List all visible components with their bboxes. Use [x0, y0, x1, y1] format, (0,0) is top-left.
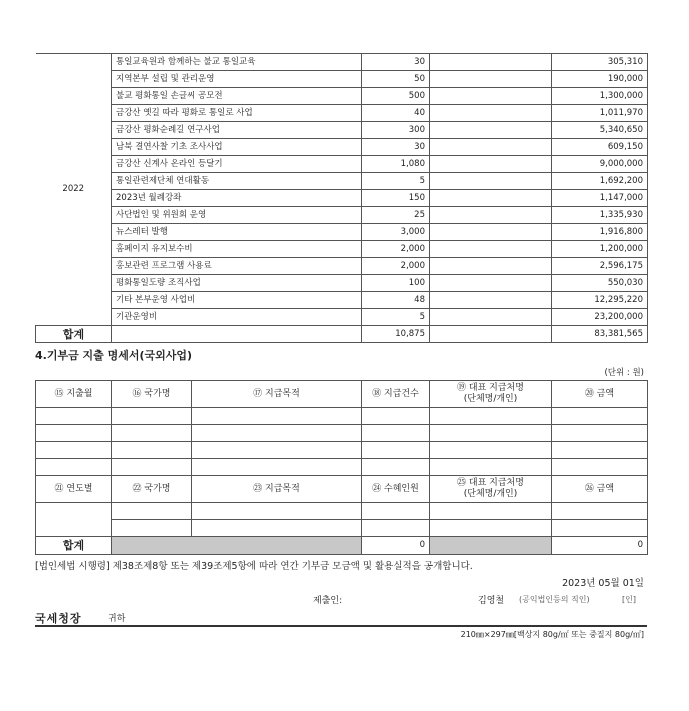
empty-row — [36, 503, 648, 520]
header-country-2: ㉒ 국가명 — [112, 476, 192, 503]
amount-cell: 9,000,000 — [552, 156, 648, 173]
empty-cell — [430, 54, 552, 71]
table-row — [36, 275, 648, 292]
donation-usage-table-body — [36, 54, 648, 326]
table-row — [36, 292, 648, 309]
amount-cell: 305,310 — [552, 54, 648, 71]
overseas-total-label: 합계 — [36, 537, 112, 555]
empty-cell — [430, 88, 552, 105]
paper-spec: 210㎜×297㎜[백상지 80g/㎡ 또는 중질지 80g/㎡] — [460, 630, 644, 639]
purpose-cell: 통일교육원과 함께하는 불교 통일교육 — [112, 54, 362, 71]
amount-cell: 609,150 — [552, 139, 648, 156]
total-amount: 83,381,565 — [552, 326, 648, 343]
table-row — [36, 309, 648, 326]
header-recipient-2-line2: (단체명/개인) — [463, 489, 518, 499]
count-cell: 5 — [362, 309, 430, 326]
header-country: ⑯ 국가명 — [112, 381, 192, 408]
overseas-total-row — [36, 537, 648, 555]
amount-cell: 1,011,970 — [552, 105, 648, 122]
overseas-total-shaded — [112, 537, 362, 555]
section-title: 4.기부금 지출 명세서(국외사업) — [35, 349, 193, 362]
amount-cell: 2,596,175 — [552, 258, 648, 275]
empty-cell — [430, 224, 552, 241]
purpose-cell: 지역본부 설립 및 관리운영 — [112, 71, 362, 88]
header-count: ⑱ 지급건수 — [362, 381, 430, 408]
purpose-cell: 2023년 월례강좌 — [112, 190, 362, 207]
count-cell: 1,080 — [362, 156, 430, 173]
purpose-cell: 금강산 평화순례길 연구사업 — [112, 122, 362, 139]
count-cell: 500 — [362, 88, 430, 105]
amount-cell: 1,335,930 — [552, 207, 648, 224]
count-cell: 300 — [362, 122, 430, 139]
count-cell: 2,000 — [362, 241, 430, 258]
amount-cell: 12,295,220 — [552, 292, 648, 309]
table-row — [36, 71, 648, 88]
header-row-2 — [36, 476, 648, 503]
table-row — [36, 122, 648, 139]
header-beneficiaries: ㉔ 수혜인원 — [362, 476, 430, 503]
header-amount: ⑳ 금액 — [552, 381, 648, 408]
header-row-1 — [36, 381, 648, 408]
overseas-total-count: 0 — [362, 537, 430, 555]
count-cell: 100 — [362, 275, 430, 292]
count-cell: 2,000 — [362, 258, 430, 275]
empty-cell — [430, 173, 552, 190]
empty-cell — [430, 309, 552, 326]
empty-cell — [430, 105, 552, 122]
table-row — [36, 173, 648, 190]
empty-row — [36, 442, 648, 459]
amount-cell: 1,916,800 — [552, 224, 648, 241]
total-count: 10,875 — [362, 326, 430, 343]
table-row — [36, 190, 648, 207]
empty-cell — [430, 241, 552, 258]
amount-cell: 1,300,000 — [552, 88, 648, 105]
amount-cell: 5,340,650 — [552, 122, 648, 139]
table-row — [36, 258, 648, 275]
footer-rule — [35, 625, 647, 627]
total-label: 합계 — [36, 326, 112, 343]
total-empty-cell — [430, 326, 552, 343]
unit-label: (단위 : 원) — [604, 368, 644, 378]
purpose-cell: 뉴스레터 발행 — [112, 224, 362, 241]
table-row — [36, 88, 648, 105]
empty-row — [36, 520, 648, 537]
header-amount-2: ㉖ 금액 — [552, 476, 648, 503]
count-cell: 3,000 — [362, 224, 430, 241]
submitter-role: (공익법인등의 직인) — [519, 595, 590, 604]
year-cell: 2022 — [36, 54, 112, 326]
header-recipient-line1: ⑲ 대표 지급처명 — [457, 383, 524, 393]
amount-cell: 1,200,000 — [552, 241, 648, 258]
table-row — [36, 224, 648, 241]
purpose-cell: 남북 결연사찰 기초 조사사업 — [112, 139, 362, 156]
purpose-cell: 홍보관련 프로그램 사용료 — [112, 258, 362, 275]
amount-cell: 550,030 — [552, 275, 648, 292]
overseas-total-amount: 0 — [552, 537, 648, 555]
purpose-cell: 기관운영비 — [112, 309, 362, 326]
empty-cell — [430, 275, 552, 292]
empty-row — [36, 459, 648, 476]
purpose-cell: 통일관련제단체 연대활동 — [112, 173, 362, 190]
overseas-expense-table — [35, 380, 648, 555]
submitter-name: 김영철 — [478, 596, 505, 606]
empty-cell — [430, 292, 552, 309]
count-cell: 40 — [362, 105, 430, 122]
empty-row — [36, 425, 648, 442]
donation-usage-table — [35, 53, 648, 343]
empty-cell — [430, 207, 552, 224]
table-row — [36, 207, 648, 224]
submitter-seal: [인] — [622, 595, 636, 604]
submitter-label: 제출인: — [313, 596, 343, 606]
total-empty-cell — [112, 326, 362, 343]
table-row — [36, 156, 648, 173]
empty-cell — [430, 190, 552, 207]
header-recipient-2-line1: ㉕ 대표 지급처명 — [457, 478, 524, 488]
empty-cell — [430, 139, 552, 156]
overseas-total-shaded-2 — [430, 537, 552, 555]
empty-row — [36, 408, 648, 425]
empty-cell — [430, 122, 552, 139]
purpose-cell: 기타 본부운영 사업비 — [112, 292, 362, 309]
amount-cell: 23,200,000 — [552, 309, 648, 326]
empty-cell — [430, 156, 552, 173]
table-row — [36, 241, 648, 258]
amount-cell: 1,147,000 — [552, 190, 648, 207]
empty-cell — [430, 71, 552, 88]
count-cell: 50 — [362, 71, 430, 88]
total-row — [36, 326, 648, 343]
count-cell: 150 — [362, 190, 430, 207]
recipient-suffix: 귀하 — [108, 614, 126, 624]
table-row — [36, 54, 648, 71]
header-recipient — [430, 381, 552, 408]
legal-notice: [법인세법 시행령] 제38조제8항 또는 제39조제5항에 따라 연간 기부금 모금액 및 활용실적을 공개합니다. — [35, 561, 473, 572]
recipient: 국세청장 — [35, 612, 82, 625]
amount-cell: 190,000 — [552, 71, 648, 88]
header-recipient-line2: (단체명/개인) — [463, 394, 518, 404]
header-purpose-2: ㉓ 지급목적 — [192, 476, 362, 503]
header-month: ⑮ 지출월 — [36, 381, 112, 408]
purpose-cell: 금강산 신계사 온라인 등달기 — [112, 156, 362, 173]
amount-cell: 1,692,200 — [552, 173, 648, 190]
count-cell: 48 — [362, 292, 430, 309]
purpose-cell: 홈페이지 유지보수비 — [112, 241, 362, 258]
count-cell: 5 — [362, 173, 430, 190]
submission-date: 2023년 05월 01일 — [562, 578, 644, 589]
count-cell: 25 — [362, 207, 430, 224]
purpose-cell: 사단법인 및 위원회 운영 — [112, 207, 362, 224]
count-cell: 30 — [362, 54, 430, 71]
empty-cell — [430, 258, 552, 275]
table-row — [36, 139, 648, 156]
purpose-cell: 평화통일도량 조직사업 — [112, 275, 362, 292]
purpose-cell: 불교 평화통일 손글씨 공모전 — [112, 88, 362, 105]
count-cell: 30 — [362, 139, 430, 156]
purpose-cell: 금강산 옛길 따라 평화로 통일로 사업 — [112, 105, 362, 122]
header-year: ㉑ 연도별 — [36, 476, 112, 503]
table-row — [36, 105, 648, 122]
header-recipient-2 — [430, 476, 552, 503]
header-purpose: ⑰ 지급목적 — [192, 381, 362, 408]
